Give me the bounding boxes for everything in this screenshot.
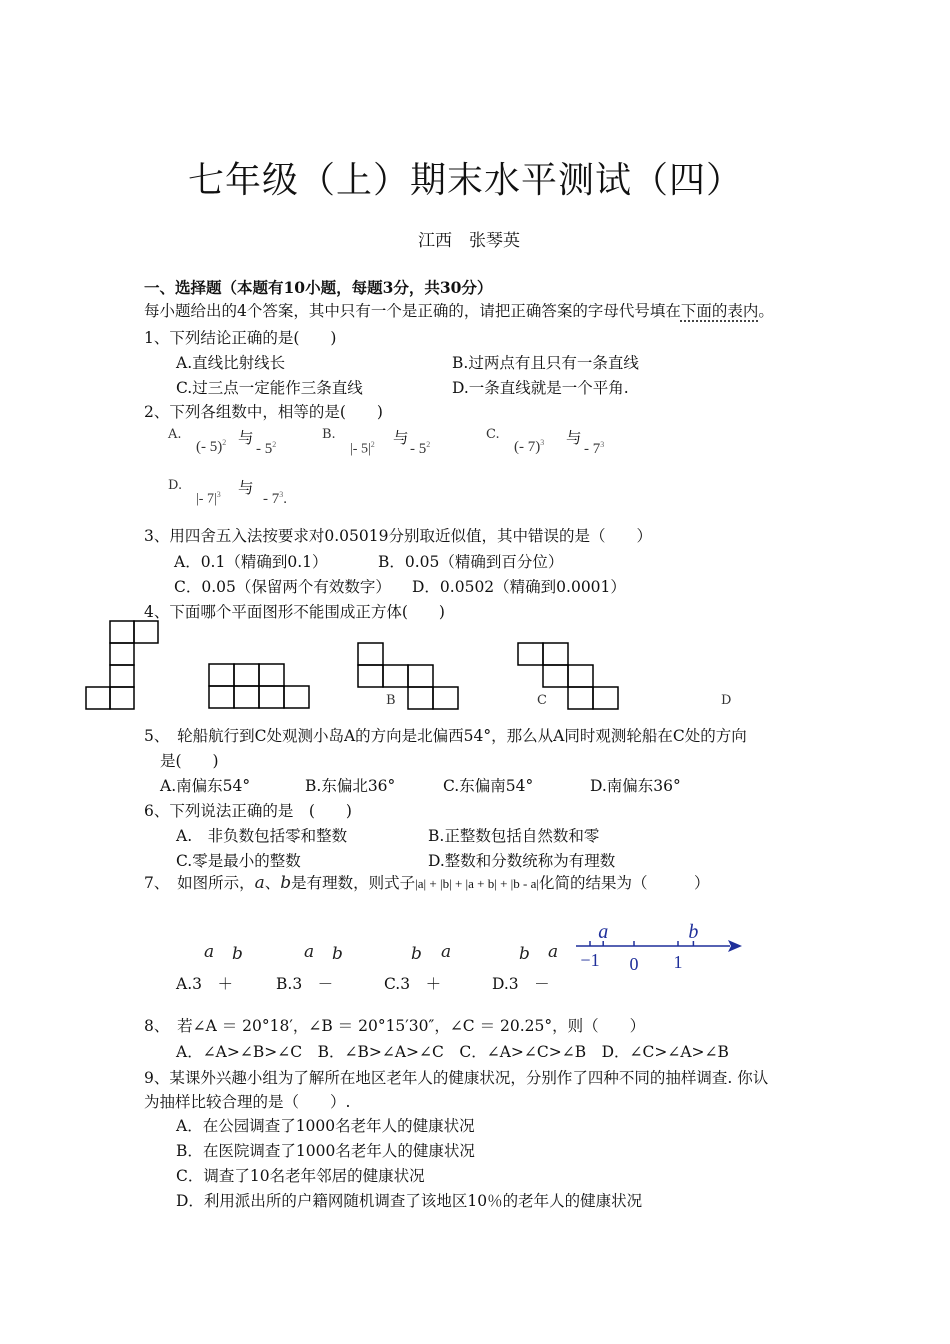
q4-stem: 4、下面哪个平面图形不能围成正方体( ) bbox=[144, 603, 445, 621]
q6-option-b: B.正整数包括自然数和零 bbox=[428, 827, 600, 845]
emphasis-dots: 下面的表内 bbox=[680, 302, 759, 320]
q9-option-c: C．调查了10名老年邻居的健康状况 bbox=[176, 1167, 425, 1185]
q7-optD-var2: a bbox=[548, 942, 559, 962]
q7-option-d: D.3 － bbox=[492, 975, 550, 993]
q2-b-right: - $5^2$ bbox=[410, 440, 431, 457]
tick-label-neg1: −1 bbox=[580, 950, 600, 970]
q7-option-a: A.3 ＋ bbox=[176, 975, 233, 993]
tick-label-0: 0 bbox=[629, 954, 639, 974]
q1-option-c: C.过三点一定能作三条直线 bbox=[176, 379, 363, 397]
page-title: 七年级（上）期末水平测试（四） bbox=[188, 160, 744, 201]
q7-option-b: B.3 － bbox=[276, 975, 334, 993]
point-label-b: b bbox=[688, 921, 699, 943]
q4-net-a bbox=[84, 619, 164, 711]
q2-c-left: (- 7)$^3$ bbox=[514, 438, 545, 455]
section-heading: 一、选择题（本题有10小题，每题3分，共30分） bbox=[144, 278, 493, 297]
q9-option-b: B．在医院调查了1000名老年人的健康状况 bbox=[176, 1142, 475, 1160]
q6-option-d: D.整数和分数统称为有理数 bbox=[428, 852, 616, 870]
q5-option-b: B.东偏北36° bbox=[305, 777, 396, 795]
q7-optB-var1: a bbox=[304, 942, 315, 962]
q8-options: A．∠A>∠B>∠C B．∠B>∠A>∠C C．∠A>∠C>∠B D．∠C>∠A>∠B bbox=[176, 1043, 729, 1061]
q9-option-d: D．利用派出所的户籍网随机调查了该地区10％的老年人的健康状况 bbox=[176, 1192, 643, 1210]
q2-label-a: A. bbox=[168, 427, 182, 442]
q4-label-d: D bbox=[721, 693, 732, 708]
q2-b-with: 与 bbox=[393, 429, 409, 447]
q1-option-a: A.直线比射线长 bbox=[176, 354, 286, 372]
q6-option-a: A. 非负数包括零和整数 bbox=[176, 827, 348, 845]
q7-option-c: C.3 ＋ bbox=[384, 975, 442, 993]
q2-label-d: D. bbox=[168, 478, 183, 493]
q7-optC-var1: b bbox=[411, 944, 422, 964]
q4-label-c: C bbox=[537, 693, 547, 708]
q5-option-c: C.东偏南54° bbox=[443, 777, 534, 795]
q6-stem: 6、下列说法正确的是 ( ) bbox=[144, 802, 352, 820]
q4-net-option-a bbox=[207, 662, 311, 712]
q1-stem: 1、下列结论正确的是( ) bbox=[144, 329, 337, 347]
q2-d-left: |- $7|^3$ bbox=[196, 490, 221, 507]
q3-option-b: B．0.05（精确到百分位） bbox=[378, 553, 564, 571]
q6-option-c: C.零是最小的整数 bbox=[176, 852, 301, 870]
q2-c-right: - $7^3$ bbox=[584, 440, 605, 457]
q7-optD-var1: b bbox=[519, 944, 530, 964]
q5-stem-cont: 是( ) bbox=[160, 752, 219, 770]
q9-option-a: A．在公园调查了1000名老年人的健康状况 bbox=[176, 1117, 475, 1135]
q2-b-left: |- $5|^2$ bbox=[350, 440, 375, 457]
q7-optA-var2: b bbox=[232, 944, 243, 964]
q4-label-b: B bbox=[386, 693, 396, 708]
q3-option-a: A．0.1（精确到0.1） bbox=[174, 553, 328, 571]
q3-option-c: C．0.05（保留两个有效数字） bbox=[174, 578, 391, 596]
q2-d-right: - $7^3$. bbox=[263, 490, 287, 507]
q9-stem-cont: 为抽样比较合理的是（ ）. bbox=[144, 1093, 351, 1111]
q1-option-d: D.一条直线就是一个平角. bbox=[452, 379, 629, 397]
q8-stem: 8、 若∠A ＝ 20°18′，∠B ＝ 20°15′30″，∠C ＝ 20.25°，则（ ） bbox=[144, 1017, 646, 1035]
q7-optC-var2: a bbox=[441, 942, 452, 962]
q2-label-b: B. bbox=[322, 427, 336, 442]
number-line-arrow bbox=[728, 940, 742, 952]
q5-option-a: A.南偏东54° bbox=[160, 777, 251, 795]
q2-a-left: (- 5)$^2$ bbox=[196, 438, 227, 455]
section-instruction: 每小题给出的4个答案，其中只有一个是正确的，请把正确答案的字母代号填在下面的表内。 bbox=[144, 302, 774, 320]
q2-d-with: 与 bbox=[238, 479, 254, 497]
tick-label-1: 1 bbox=[673, 952, 683, 972]
q2-a-with: 与 bbox=[238, 429, 254, 447]
q4-net-b bbox=[356, 641, 460, 711]
q5-stem: 5、 轮船航行到C处观测小岛A的方向是北偏西54°，那么从A同时观测轮船在C处的方向 bbox=[144, 727, 747, 745]
q1-option-b: B.过两点有且只有一条直线 bbox=[452, 354, 639, 372]
q5-option-d: D.南偏东36° bbox=[590, 777, 681, 795]
q7-optA-var1: a bbox=[204, 942, 215, 962]
point-label-a: a bbox=[598, 921, 609, 943]
q2-a-right: - $5^2$ bbox=[256, 440, 277, 457]
q4-net-c bbox=[516, 641, 620, 711]
q9-stem: 9、某课外兴趣小组为了解所在地区老年人的健康状况，分别作了四种不同的抽样调查. 你认 bbox=[144, 1069, 769, 1087]
q2-label-c: C. bbox=[486, 427, 500, 442]
q2-c-with: 与 bbox=[566, 429, 582, 447]
author: 江西 张琴英 bbox=[418, 231, 520, 251]
q7-stem: 7、 如图所示，a、b是有理数，则式子|a| + |b| + |a + b| + |b - a|化简的结果为（ ） bbox=[144, 873, 710, 893]
q3-stem: 3、用四舍五入法按要求对0.05019分别取近似值，其中错误的是（ ） bbox=[144, 527, 652, 545]
q7-number-line bbox=[570, 918, 750, 976]
q7-optB-var2: b bbox=[332, 944, 343, 964]
q2-stem: 2、下列各组数中，相等的是( ) bbox=[144, 403, 383, 421]
q3-option-d: D．0.0502（精确到0.0001） bbox=[412, 578, 626, 596]
